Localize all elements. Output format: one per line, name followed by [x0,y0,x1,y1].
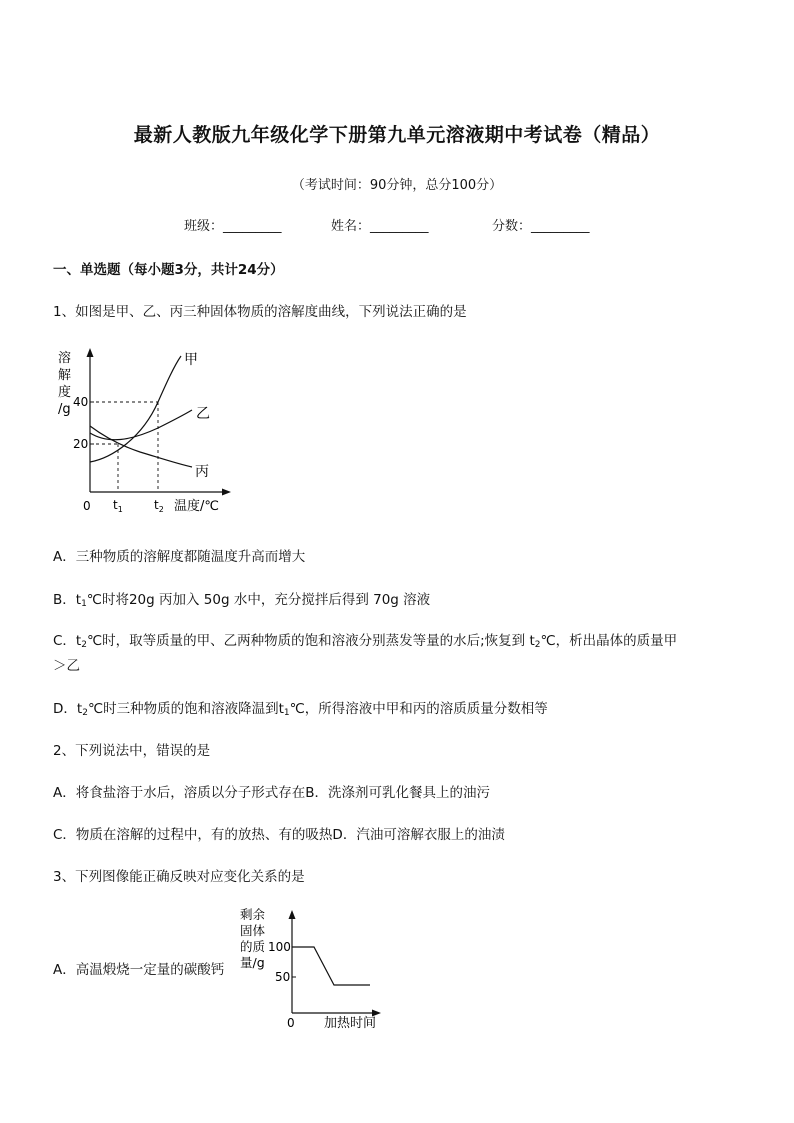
curve-label-jia: 甲 [184,352,198,368]
question-3-stem: 3、下列图像能正确反映对应变化关系的是 [53,869,305,885]
y-label: 溶 [58,351,72,366]
y-axis-arrow [87,348,94,357]
y-label: 的质 [240,939,266,954]
curve-label-yi: 乙 [196,406,210,422]
x-label: 加热时间 [324,1016,377,1031]
tick-label-t1: $t_1$ [113,498,123,514]
y-label: 度 [58,385,72,400]
y-label: 固体 [240,923,266,938]
q2-options-ab: A．将食盐溶于水后，溶质以分子形式存在B．洗涤剂可乳化餐具上的油污 [53,785,490,801]
tick-label-t2: $t_2$ [154,498,164,514]
name-field: 姓名：_________ [331,219,429,234]
tick-label-40: 40 [73,395,89,409]
curve-bing [90,426,192,467]
q1-option-c: C．$t_2℃$时，取等质量的甲、乙两种物质的饱和溶液分别蒸发等量的水后;恢复到 $t_2℃$，析出晶体的质量甲 [53,633,678,650]
section-heading: 一、单选题（每小题3分，共计24分） [53,262,284,278]
tick-label-100: 100 [268,940,291,954]
exam-info: （考试时间：90分钟，总分100分） [291,178,503,193]
x-axis-arrow [222,489,231,496]
y-label: 剩余 [240,907,266,922]
mass-line [292,947,370,985]
tick-label-50: 50 [275,970,291,984]
y-label: 解 [58,368,72,383]
origin-label: 0 [287,1016,295,1030]
question-2-stem: 2、下列说法中，错误的是 [53,743,211,759]
class-field: 班级：_________ [184,219,282,234]
q1-option-d: D．$t_2℃$时三种物质的饱和溶液降温到$t_1℃$，所得溶液中甲和丙的溶质质量分数相等 [53,701,548,718]
question-1-stem: 1、如图是甲、乙、丙三种固体物质的溶解度曲线，下列说法正确的是 [53,304,467,320]
solubility-chart [50,340,250,520]
page-title: 最新人教版九年级化学下册第九单元溶液期中考试卷（精品） [133,124,661,146]
score-field: 分数：_________ [492,219,590,234]
origin-label: 0 [83,499,91,513]
mass-vs-time-chart [234,903,394,1033]
y-label: 量/g [240,955,265,970]
tick-label-20: 20 [73,437,89,451]
curve-label-bing: 丙 [195,464,209,480]
q1-option-c-cont: ＞乙 [53,658,80,674]
y-label: /g [58,402,71,417]
q1-option-b: B．$t_1℃$时将20g 丙加入 50g 水中，充分搅拌后得到 70g 溶液 [53,592,431,609]
q2-options-cd: C．物质在溶解的过程中，有的放热、有的吸热D．汽油可溶解衣服上的油渍 [53,827,505,843]
q1-option-a: A．三种物质的溶解度都随温度升高而增大 [53,549,306,565]
curve-yi [90,410,192,440]
q3-option-a: A．高温煅烧一定量的碳酸钙 [53,962,225,978]
x-label: 温度/℃ [174,499,219,514]
curve-jia [90,356,181,462]
